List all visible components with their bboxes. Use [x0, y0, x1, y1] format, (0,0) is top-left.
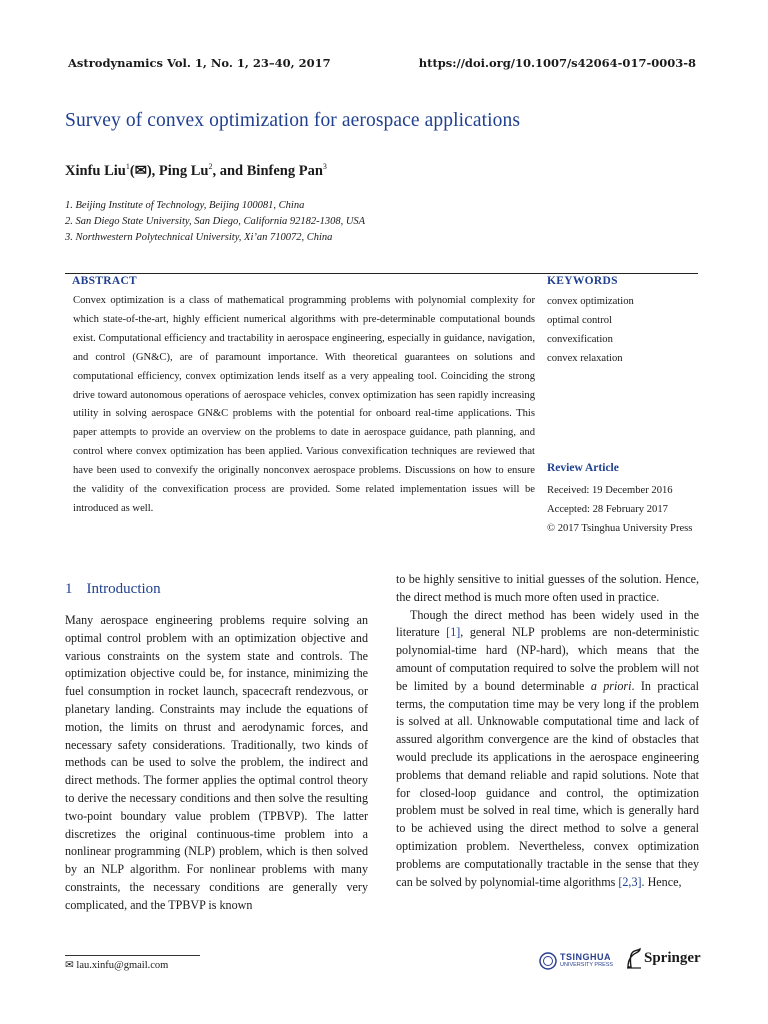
- section-number: 1: [65, 581, 73, 597]
- keyword-item: convex optimization: [547, 296, 634, 307]
- accepted-date: Accepted: 28 February 2017: [547, 504, 668, 515]
- text-run: Though the direct method has been widely used in the literature: [396, 607, 699, 640]
- body-paragraph: to be highly sensitive to initial guesses of the solution. Hence, the direct method is much more often used in practice.: [396, 572, 699, 604]
- text-run: , general NLP problems are non-deterministic polynomial-time hard (NP-hard), which means that the amount of computation required to solve the problem will not be limited by a bound determinable: [396, 625, 699, 693]
- journal-header: Astrodynamics Vol. 1, No. 1, 23–40, 2017: [68, 56, 331, 70]
- footnote-email[interactable]: ✉ lau.xinfu@gmail.com: [65, 960, 169, 971]
- italic-term: a priori: [590, 678, 632, 693]
- article-type: Review Article: [547, 462, 619, 474]
- corresponding-mark[interactable]: (✉): [129, 162, 152, 179]
- paper-title: Survey of convex optimization for aerospace applications: [65, 110, 521, 131]
- body-paragraph: Many aerospace engineering problems require solving an optimal control problem with an optimization objective and various constraints on the system state and controls. The optimization objective could be, for instance, minimizing the fuel consumption in rocket launch, spacecraft rendezvous, or planetary landing. Constraints may include the equations of motion, the limits on thrust and aerodynamic forces, and necessary safety considerations. Traditionally, two kinds of methods can be used to solve the problem, the indirect and direct methods. The former applies the optimal control theory to derive the necessary conditions and then solve the resulting two-point boundary value problem (TPBVP). The latter discretizes the original continuous-time problem into a nonlinear programming (NLP) problem, which is then solved by an NLP algorithm. For nonlinear problems with many constraints, the necessary conditions are generally very complicated, and the TPBVP is known: [65, 613, 368, 912]
- citation-link[interactable]: [1]: [446, 625, 461, 640]
- received-date: Received: 19 December 2016: [547, 485, 673, 496]
- author-name: Binfeng Pan: [246, 162, 323, 179]
- section-title: Introduction: [86, 581, 161, 597]
- section-heading: [65, 581, 161, 598]
- affiliation-3: 3. Northwestern Polytechnical University, Xi’an 710072, China: [65, 232, 333, 243]
- body-paragraph: [396, 607, 699, 892]
- keyword-item: convexification: [547, 334, 613, 345]
- body-column-left: [65, 612, 368, 915]
- article-dates: [547, 481, 707, 538]
- author-list: Xinfu Liu$^1$(✉), Ping Lu$^2$, and Binfeng Pan$^3$: [65, 162, 327, 179]
- section-rule: [65, 273, 698, 274]
- springer-horse-icon: [624, 947, 644, 971]
- text-run: . Hence,: [641, 874, 682, 889]
- springer-wordmark: Springer: [644, 950, 701, 966]
- abstract-text: Convex optimization is a class of mathematical programming problems with polynomial complexity for which state-of-the-art, highly efficient numerical algorithms with pre-determinable computational bounds exist. Computational efficiency and tractability in aerospace engineering, especially in guidance, navigation, and control (GN&C), are of paramount importance. With theoretical guarantees on solutions and computational efficiency, convex optimization lends itself as a very appealing tool. Coinciding the strong drive toward autonomous operations of aerospace vehicles, convex optimization has seen rapidly increasing utility in solving aerospace GN&C problems with the potential for onboard real-time applications. This paper attempts to provide an overview on the problems to date in aerospace guidance, path planning, and control where convex optimization has been applied. Various convexification techniques are reviewed that have been used to convexify the originally nonconvex aerospace problems. Discussions on how to ensure the validity of the convexification process are provided. Some related implementation issues will be introduced as well.: [73, 295, 535, 514]
- text-run: . In practical terms, the computation time may be very long if the problem is solved at all. Unknowable computational time and lack of assured algorithm convergence are the kind of obstacles that would preclude its applications in the aerospace engineering problems that demand reliable and rapid solutions. Note that for closed-loop guidance and control, the optimization problem must be solved in real time, which is generally hard to be achieved using the direct method to solve a general optimization problem. Nevertheless, convex optimization problems are computationally tractable in the sense that they can be solved by polynomial-time algorithms: [396, 678, 699, 889]
- footnote-rule: [65, 955, 200, 956]
- author-name: Xinfu Liu: [65, 162, 126, 179]
- citation-link[interactable]: [2,3]: [618, 874, 642, 889]
- affil-sup: 2: [208, 162, 213, 171]
- affil-sup: 1: [125, 162, 130, 171]
- copyright: © 2017 Tsinghua University Press: [547, 523, 693, 534]
- affiliation-2: 2. San Diego State University, San Diego, California 92182-1308, USA: [65, 216, 366, 227]
- doi-link[interactable]: https://doi.org/10.1007/s42064-017-0003-8: [418, 56, 696, 70]
- keywords-label: KEYWORDS: [547, 275, 618, 287]
- keyword-list: [547, 292, 634, 368]
- keyword-item: convex relaxation: [547, 353, 623, 364]
- author-name: Ping Lu: [158, 162, 209, 179]
- springer-logo: [624, 947, 701, 973]
- tsinghua-subtext: UNIVERSITY PRESS: [560, 962, 614, 968]
- body-column-right: [396, 571, 699, 891]
- tsinghua-logo: [539, 949, 619, 973]
- affil-sup: 3: [322, 162, 327, 171]
- tsinghua-wordmark: TSINGHUA: [560, 952, 611, 962]
- affiliation-1: 1. Beijing Institute of Technology, Beijing 100081, China: [65, 200, 305, 211]
- keyword-item: optimal control: [547, 315, 613, 326]
- abstract-label: ABSTRACT: [72, 275, 138, 287]
